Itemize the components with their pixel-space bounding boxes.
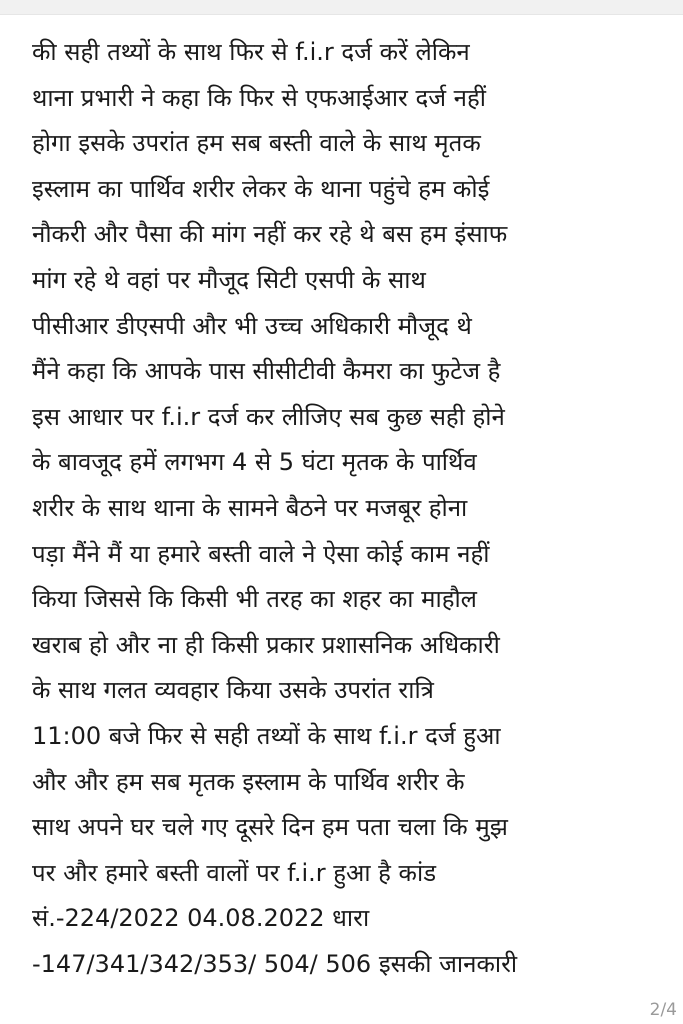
text-line: मैंने कहा कि आपके पास सीसीटीवी कैमरा का फुटेज है	[32, 357, 501, 386]
text-line: की सही तथ्यों के साथ फिर से f.i.r दर्ज करें लेकिन	[32, 38, 470, 66]
document-text	[32, 30, 677, 987]
text-line: किया जिससे कि किसी भी तरह का शहर का माहौल	[32, 585, 477, 614]
text-line: थाना प्रभारी ने कहा कि फिर से एफआईआर दर्ज नहीं	[32, 83, 486, 112]
text-line: शरीर के साथ थाना के सामने बैठने पर मजबूर होना	[32, 493, 468, 522]
text-line: खराब हो और ना ही किसी प्रकार प्रशासनिक अधिकारी	[32, 630, 500, 659]
text-line: और और हम सब मृतक इस्लाम के पार्थिव शरीर के	[32, 767, 465, 796]
text-line: पड़ा मैंने मैं या हमारे बस्ती वाले ने ऐसा कोई काम नहीं	[32, 539, 490, 568]
text-line: पीसीआर डीएसपी और भी उच्च अधिकारी मौजूद थे	[32, 311, 472, 340]
text-line: 11:00 बजे फिर से सही तथ्यों के साथ f.i.r दर्ज हुआ	[32, 721, 501, 750]
top-edge-strip	[0, 0, 683, 15]
text-line: नौकरी और पैसा की मांग नहीं कर रहे थे बस हम इंसाफ	[32, 220, 508, 249]
text-line: -147/341/342/353/ 504/ 506 इसकी जानकारी	[32, 949, 518, 978]
text-line: इस आधार पर f.i.r दर्ज कर लीजिए सब कुछ सही होने	[32, 402, 505, 431]
text-line: के साथ गलत व्यवहार किया उसके उपरांत रात्रि	[32, 676, 434, 705]
text-line: मांग रहे थे वहां पर मौजूद सिटी एसपी के साथ	[32, 265, 426, 294]
text-line: पर और हमारे बस्ती वालों पर f.i.r हुआ है कांड	[32, 858, 437, 887]
text-line: होगा इसके उपरांत हम सब बस्ती वाले के साथ मृतक	[32, 129, 481, 158]
text-line: साथ अपने घर चले गए दूसरे दिन हम पता चला कि मुझ	[32, 813, 508, 842]
page-indicator: 2/4	[649, 1000, 677, 1020]
text-line: के बावजूद हमें लगभग 4 से 5 घंटा मृतक के पार्थिव	[32, 448, 477, 477]
text-line: इस्लाम का पार्थिव शरीर लेकर के थाना पहुंचे हम कोई	[32, 174, 490, 203]
text-line: सं.-224/2022 04.08.2022 धारा	[32, 904, 370, 933]
